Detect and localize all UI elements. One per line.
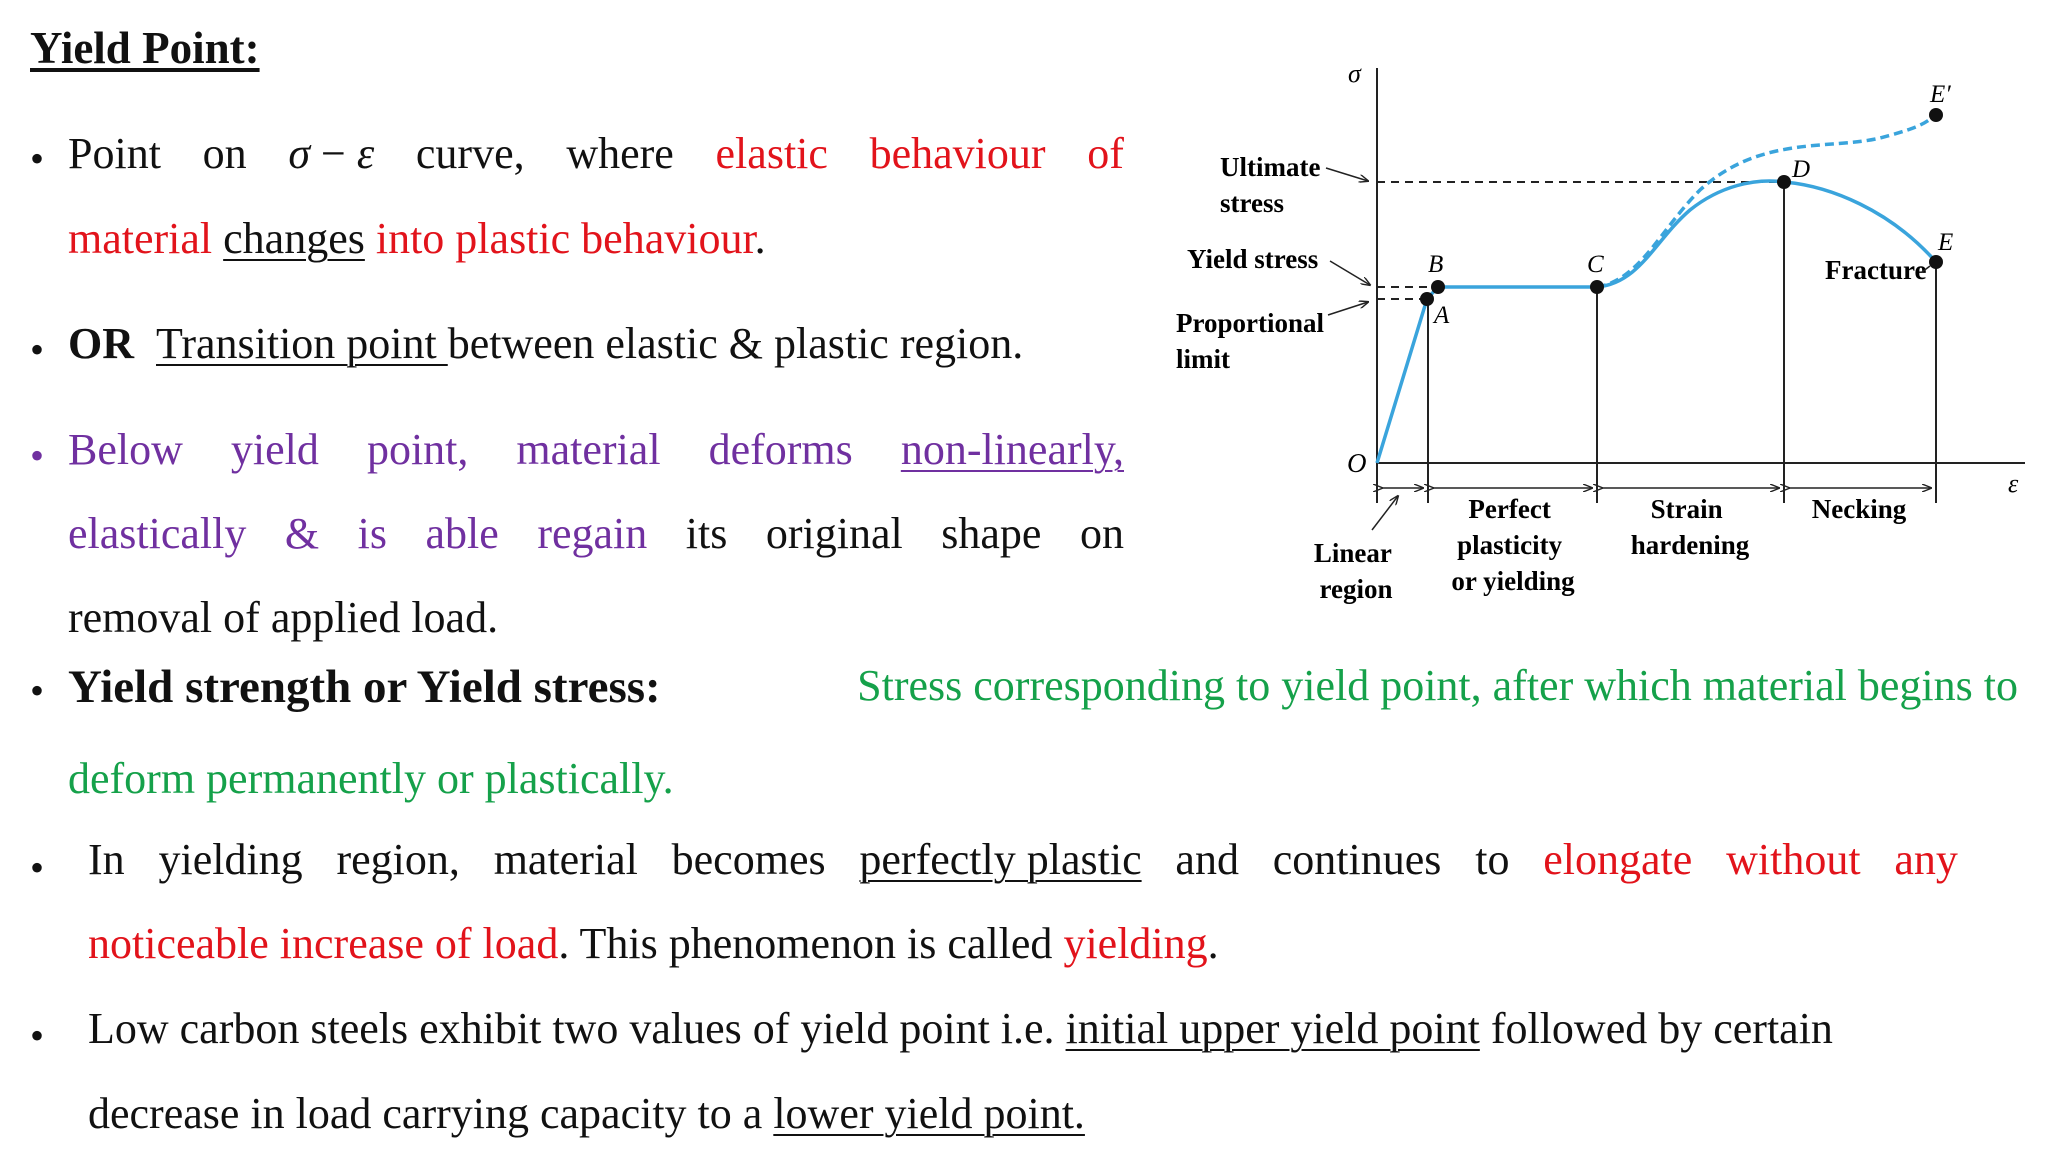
word: becomes — [671, 835, 826, 884]
underlined-text: perfectly plastic — [859, 835, 1142, 884]
below-yield-line-3: removal of applied load. — [68, 593, 499, 642]
minus-sign: − — [321, 129, 346, 178]
proportional-pointer — [1328, 302, 1368, 315]
underlined-text: initial upper yield point — [1065, 1004, 1480, 1053]
stress-strain-diagram — [1160, 50, 2040, 630]
text: between elastic & plastic region. — [447, 319, 1024, 368]
word: able — [425, 509, 499, 558]
point-d-marker — [1777, 175, 1791, 189]
ultimate-line-1: Ultimate — [1220, 152, 1321, 182]
linear-line-2: region — [1319, 574, 1393, 604]
sigma-axis-label: σ — [1348, 59, 1361, 88]
point-c-label: C — [1587, 251, 1604, 278]
hardening-line-2: hardening — [1630, 530, 1750, 560]
origin-label: O — [1347, 448, 1367, 478]
yield-stress-label: Yield stress — [1187, 244, 1319, 274]
underlined-text: changes — [223, 214, 365, 263]
strain-hardening-label — [1631, 494, 1750, 560]
word: Point — [68, 129, 161, 178]
point-e-prime-marker — [1929, 108, 1943, 122]
low-carbon-line-2 — [88, 1088, 1085, 1139]
hardening-line-1: Strain — [1650, 494, 1723, 524]
red-text: into plastic behaviour — [375, 214, 755, 263]
word: original — [765, 509, 903, 558]
word: material — [493, 835, 638, 884]
word: on — [202, 129, 247, 178]
yielding-region-line-1 — [88, 834, 1958, 885]
word: shape — [941, 509, 1042, 558]
text: decrease in load carrying capacity to a — [88, 1089, 774, 1138]
point-b-label: B — [1428, 251, 1444, 278]
word: without — [1726, 835, 1861, 884]
transition-point-line — [68, 318, 1023, 369]
word: yield — [230, 425, 319, 474]
yielding-region-line-2 — [88, 918, 1219, 969]
plasticity-line-2: plasticity — [1457, 530, 1563, 560]
word: of — [1087, 129, 1124, 178]
word: its — [685, 509, 728, 558]
word: elastically — [68, 509, 247, 558]
word: on — [1079, 509, 1124, 558]
underlined-text: lower yield point. — [773, 1089, 1085, 1138]
word: & — [284, 509, 320, 558]
bullet-dot: • — [30, 136, 45, 181]
period: . — [754, 214, 766, 263]
below-yield-line-1 — [68, 424, 1124, 475]
point-e-prime-label: E′ — [1930, 81, 1951, 108]
epsilon-symbol: ε — [356, 129, 375, 178]
word: region, — [336, 835, 460, 884]
point-d-label: D — [1792, 156, 1811, 183]
low-carbon-line-1 — [88, 1003, 1833, 1054]
word: where — [566, 129, 674, 178]
prop-line-1: Proportional — [1176, 308, 1324, 338]
bullet-dot: • — [30, 1013, 45, 1058]
word: to — [1475, 835, 1510, 884]
word: yielding — [158, 835, 303, 884]
linear-region-label — [1314, 538, 1398, 604]
underlined-text: Transition point — [156, 319, 448, 368]
text: . This phenomenon is called — [558, 919, 1064, 968]
red-text: yielding — [1063, 919, 1208, 968]
below-yield-line-2 — [68, 508, 1124, 559]
linear-line-1: Linear — [1313, 538, 1392, 568]
underlined-word: non-linearly, — [900, 425, 1124, 474]
sigma-symbol: σ — [288, 129, 311, 178]
bullet-dot: • — [30, 845, 45, 890]
yield-strength-heading: Yield strength or Yield stress: — [68, 661, 661, 713]
ultimate-stress-label — [1220, 152, 1327, 218]
word: Below — [68, 425, 183, 474]
point-a-marker — [1420, 292, 1434, 306]
bullet-dot: • — [30, 668, 45, 713]
bullet-dot: • — [30, 327, 45, 372]
engineering-stress-curve — [1377, 181, 1936, 463]
epsilon-axis-label: ε — [2008, 469, 2019, 498]
word: material — [516, 425, 661, 474]
text: followed by certain — [1479, 1004, 1833, 1053]
word: elastic — [715, 129, 828, 178]
word: point, — [366, 425, 469, 474]
green-text: Stress corresponding to yield point, after which material begins to — [857, 661, 2018, 710]
perfect-plasticity-label — [1451, 494, 1575, 596]
word: and — [1175, 835, 1239, 884]
word: In — [88, 835, 125, 884]
word: elongate — [1543, 835, 1693, 884]
proportional-limit-label — [1176, 308, 1331, 374]
red-text: material — [68, 214, 213, 263]
point-e-marker — [1929, 255, 1943, 269]
yield-strength-line-1 — [68, 660, 2018, 714]
necking-label: Necking — [1811, 494, 1907, 524]
point-c-marker — [1590, 280, 1604, 294]
word: any — [1894, 835, 1958, 884]
point-definition-line-1 — [68, 128, 1124, 179]
prop-line-2: limit — [1176, 344, 1230, 374]
word: regain — [537, 509, 648, 558]
point-e-label: E — [1938, 229, 1954, 256]
word: deforms — [708, 425, 853, 474]
ultimate-pointer — [1326, 168, 1368, 181]
word: curve, — [415, 129, 525, 178]
word: behaviour — [869, 129, 1046, 178]
point-definition-line-2 — [68, 213, 766, 264]
fracture-label: Fracture — [1825, 255, 1927, 285]
word: continues — [1272, 835, 1442, 884]
period: . — [1207, 919, 1219, 968]
yield-stress-pointer — [1330, 261, 1370, 285]
yield-strength-line-2: deform permanently or plastically. — [68, 754, 674, 803]
point-b-marker — [1431, 280, 1445, 294]
point-a-label: A — [1434, 302, 1450, 329]
red-text: noticeable increase of load — [88, 919, 559, 968]
plasticity-line-3: or yielding — [1451, 566, 1575, 596]
bullet-dot: • — [30, 433, 45, 478]
slide-title: Yield Point: — [30, 23, 260, 73]
sigma-epsilon-symbol — [288, 128, 374, 179]
linear-region-pointer — [1372, 496, 1398, 530]
or-label: OR — [68, 319, 134, 368]
plasticity-line-1: Perfect — [1468, 494, 1551, 524]
word: is — [357, 509, 387, 558]
text: Low carbon steels exhibit two values of yield point i.e. — [88, 1004, 1066, 1053]
ultimate-line-2: stress — [1220, 188, 1284, 218]
